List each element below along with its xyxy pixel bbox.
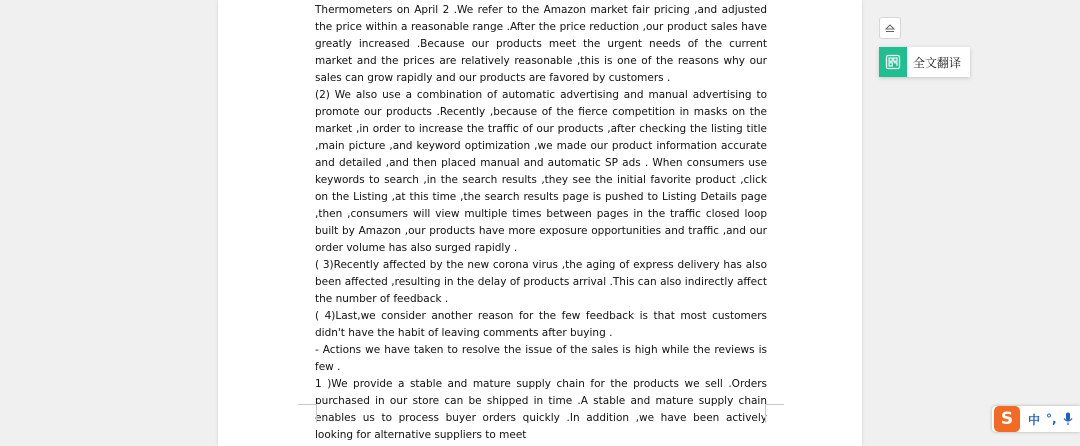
microphone-icon[interactable] (1063, 412, 1073, 426)
paragraph: - Actions we have taken to resolve the issue of the sales is high while the reviews is few . (315, 344, 767, 373)
translate-label: 全文翻译 (913, 55, 962, 70)
paragraph: ( 3)Recently affected by the new corona virus ,the aging of express delivery has also been affected ,resulting in the delay of products arrival .This can also indirectly affect the number of feedback . (315, 259, 767, 305)
paragraph: ( 4)Last,we consider another reason for the few feedback is that most customers didn't have the habit of leaving comments after buying . (315, 310, 767, 339)
full-text-translate-button[interactable] (879, 47, 970, 77)
eject-icon (884, 22, 896, 34)
paragraph: (2) We also use a combination of automatic advertising and manual advertising to promote our products .Recently ,because of the fierce competition in masks on the market ,in order to increase the traffic of our products ,after checking the listing title ,main picture ,and keyword optimization ,we made our product information accurate and detailed ,and then placed manual and automatic SP ads . When consumers use keywords to search ,in the search results ,they see the initial favorite product ,click on the Listing ,at this time ,the search results page is pushed to Listing Details page ,then ,consumers will view multiple times between pages in the traffic closed loop built by Amazon ,our products have more exposure opportunities and traffic ,and our order volume has also surged rapidly . (315, 89, 767, 254)
page-margin-corner-left (298, 404, 317, 423)
paragraph: Thermometers on April 2 .We refer to the Amazon market fair pricing ,and adjusted the price within a reasonable range .After the price reduction ,our product sales have greatly increased .Because our products meet the urgent needs of the current market and the prices are relatively reasonable ,this is one of the reasons why our sales can grow rapidly and our products are favored by customers . (315, 4, 767, 84)
ime-toolbar[interactable] (992, 406, 1080, 432)
ime-language-toggle[interactable]: 中 (1028, 412, 1041, 427)
ime-logo[interactable]: S (994, 406, 1020, 432)
paragraph: 1 )We provide a stable and mature supply chain for the products we sell .Orders purchased in our store can be shipped in time .A stable and mature supply chain enables us to process buyer orders quickly .In addition ,we have been actively looking for alternative suppliers to meet (315, 378, 767, 441)
collapse-button[interactable] (879, 17, 901, 39)
translate-icon (879, 47, 907, 77)
document-body (315, 2, 767, 444)
document-page (218, 0, 862, 446)
page-margin-corner-right (765, 404, 784, 423)
ime-punctuation-toggle[interactable]: °, (1046, 412, 1057, 426)
